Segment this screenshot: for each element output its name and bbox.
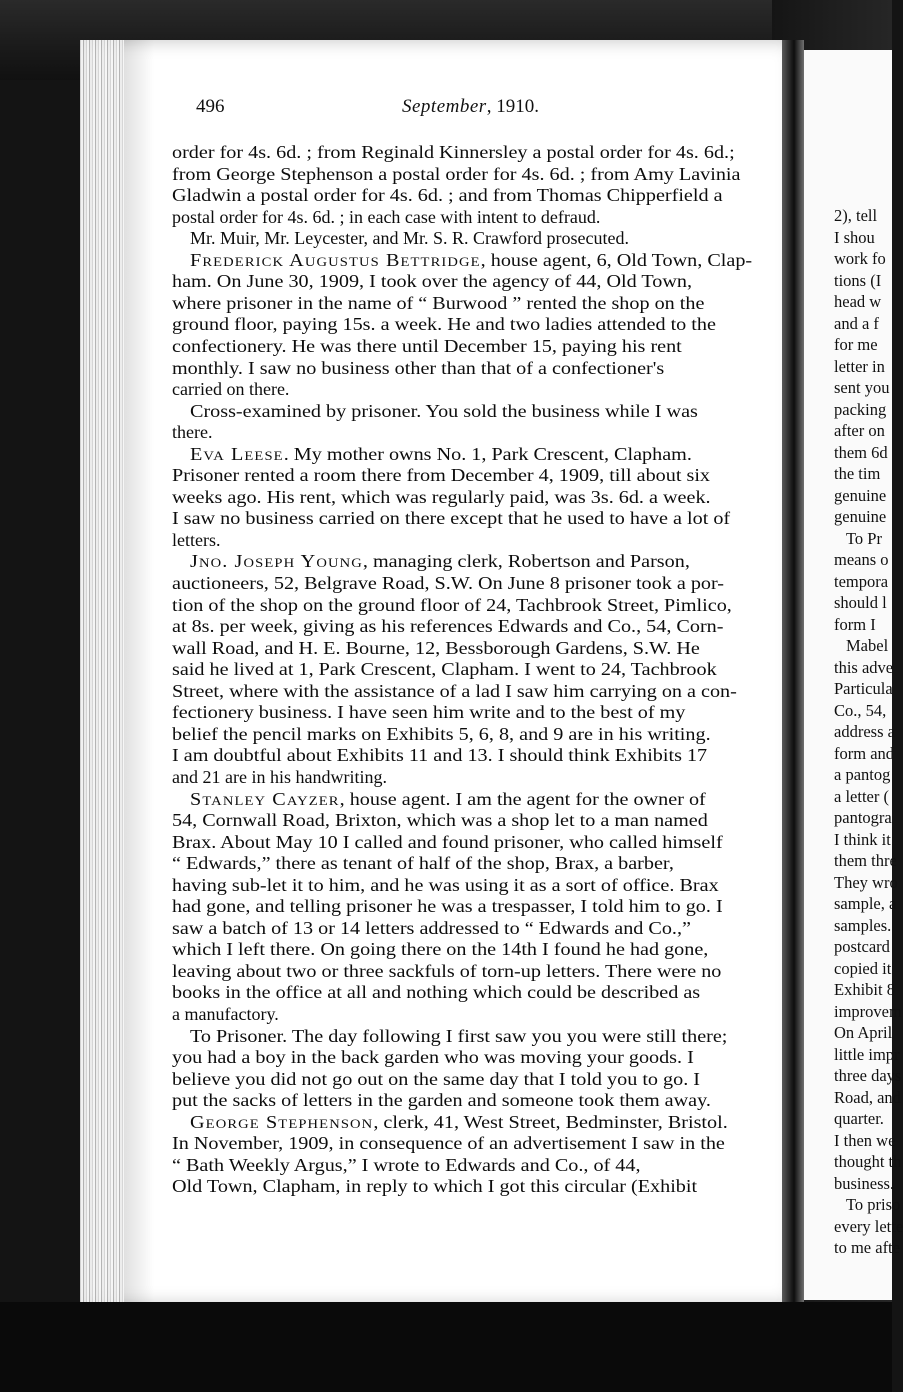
- text-line: [172, 1070, 700, 1088]
- line-text: belief the pencil marks on Exhibits 5, 6, 8, and 9 are in his writing.: [172, 723, 711, 744]
- text-line: [172, 940, 708, 958]
- text-line: [172, 315, 716, 333]
- line-text: said he lived at 1, Park Crescent, Clapham. I went to 24, Tachbrook: [172, 659, 717, 680]
- line-text: letters.: [172, 529, 221, 550]
- line-text: I saw no business carried on there except that he used to have a lot of: [172, 508, 731, 529]
- text-line: [190, 251, 752, 269]
- text-line: [172, 768, 387, 786]
- running-head: [0, 96, 892, 122]
- line-text: fectionery business. I have seen him write and to the best of my: [172, 702, 686, 723]
- text-line: [190, 402, 698, 420]
- text-line: [172, 272, 692, 290]
- right-page-line: genuine: [834, 507, 887, 526]
- right-page-partial: [796, 50, 903, 1300]
- witness-name: Frederick Augustus Bettridge: [190, 249, 481, 270]
- right-page-line: To Pr: [846, 528, 882, 548]
- page-edge-lines: [80, 40, 124, 1305]
- line-text: auctioneers, 52, Belgrave Road, S.W. On June 8 prisoner took a por-: [172, 573, 725, 593]
- running-title-month: September: [402, 96, 487, 117]
- right-page-line: samples.: [834, 915, 892, 935]
- line-text: believe you did not go out on the same day that I told you to go. I: [172, 1068, 700, 1089]
- line-text: saw a batch of 13 or 14 letters addressed to “ Edwards and Co.,”: [172, 917, 691, 938]
- text-line: [172, 423, 212, 441]
- line-text: books in the office at all and nothing which could be described as: [172, 982, 701, 1003]
- right-page-line: I then we: [834, 1130, 896, 1150]
- line-text: “ Edwards,” there as tenant of half of the shop, Brax, a barber,: [172, 853, 674, 874]
- right-page-line: should l: [834, 593, 887, 612]
- text-line: [172, 660, 717, 678]
- text-line: [172, 531, 220, 549]
- line-text: you had a boy in the back garden who was moving your goods. I: [172, 1047, 694, 1068]
- right-page-line: them thre: [834, 851, 897, 870]
- line-text: there.: [172, 422, 213, 443]
- line-text: In November, 1909, in consequence of an advertisement I saw in the: [172, 1133, 725, 1154]
- text-line: [172, 359, 664, 377]
- right-page-line: tempora: [834, 571, 889, 591]
- right-page-line: business.: [834, 1173, 895, 1193]
- text-line: [172, 919, 691, 937]
- witness-name: George Stephenson: [190, 1111, 374, 1132]
- text-line: [172, 509, 730, 527]
- right-page-line: the tim: [834, 464, 881, 483]
- right-page-line: On April: [834, 1023, 893, 1042]
- text-line: [172, 617, 723, 635]
- text-line: [190, 1027, 727, 1045]
- right-page-line: Co., 54,: [834, 700, 887, 720]
- book-gutter: [782, 40, 804, 1305]
- line-text: confectionery. He was there until December 15, paying his rent: [172, 335, 682, 356]
- running-title-year: , 1910.: [486, 96, 539, 117]
- text-line: [172, 1134, 725, 1152]
- text-line: [172, 703, 685, 721]
- line-text: , house agent. I am the agent for the owner of: [339, 788, 706, 809]
- text-line: [172, 682, 737, 700]
- text-line: [172, 1091, 711, 1109]
- right-page-line: means o: [834, 550, 889, 569]
- line-text: Cross-examined by prisoner. You sold the business while I was: [190, 400, 698, 421]
- line-text: ham. On June 30, 1909, I took over the agency of 44, Old Town,: [172, 271, 693, 292]
- text-line: [172, 1048, 694, 1066]
- right-page-line: letter in: [834, 356, 885, 376]
- line-text: tion of the shop on the ground floor of 24, Tachbrook Street, Pimlico,: [172, 594, 732, 615]
- text-line: [172, 854, 674, 872]
- line-text: “ Bath Weekly Argus,” I wrote to Edwards and Co., of 44,: [172, 1154, 641, 1175]
- line-text: Old Town, Clapham, in reply to which I got this circular (Exhibit: [172, 1176, 698, 1197]
- text-line: [172, 1156, 641, 1174]
- text-line: [172, 876, 719, 894]
- line-text: Street, where with the assistance of a lad I saw him carrying on a con-: [172, 680, 737, 701]
- right-page-line: copied it: [834, 958, 892, 978]
- right-page-line: I shou: [834, 227, 875, 247]
- line-text: 54, Cornwall Road, Brixton, which was a shop let to a man named: [172, 810, 708, 831]
- line-text: I am doubtful about Exhibits 11 and 13. I should think Exhibits 17: [172, 745, 708, 766]
- scan-background-bottom: [0, 1302, 892, 1392]
- text-line: [172, 639, 700, 657]
- line-text: weeks ago. His rent, which was regularly paid, was 3s. 6d. a week.: [172, 486, 711, 507]
- right-page-line: three days: [834, 1066, 902, 1085]
- text-line: [172, 208, 600, 226]
- witness-name: Stanley Cayzer: [190, 788, 340, 809]
- text-line: [172, 1177, 697, 1195]
- right-page-line: thought th: [834, 1152, 902, 1171]
- text-line: [172, 746, 707, 764]
- line-text: monthly. I saw no business other than that of a confectioner's: [172, 357, 665, 378]
- right-page-line: little impr: [834, 1044, 900, 1064]
- right-page-line: form and: [834, 743, 895, 763]
- line-text: , managing clerk, Robertson and Parson,: [362, 551, 690, 572]
- right-page-line: every lette: [834, 1216, 903, 1236]
- text-line: [172, 725, 711, 743]
- line-text: put the sacks of letters in the garden and someone took them away.: [172, 1090, 711, 1111]
- right-page-line: genuine: [834, 485, 887, 505]
- text-line: [190, 229, 629, 247]
- right-page-line: and a f: [834, 313, 879, 333]
- text-line: [172, 596, 732, 614]
- text-line: [172, 143, 735, 161]
- line-text: Prisoner rented a room there from December 4, 1909, till about six: [172, 465, 711, 486]
- right-page-line: sent you: [834, 378, 890, 397]
- right-page-line: They wro: [834, 872, 898, 892]
- text-line: [172, 380, 289, 398]
- line-text: had gone, and telling prisoner he was a trespasser, I told him to go. I: [172, 896, 723, 917]
- right-page-line: work fo: [834, 249, 886, 268]
- text-line: [172, 165, 740, 183]
- text-line: [172, 833, 723, 851]
- line-text: , house agent, 6, Old Town, Clap-: [480, 249, 753, 270]
- right-page-line: sample, a: [834, 894, 897, 913]
- running-title: [402, 96, 539, 118]
- line-text: postal order for 4s. 6d. ; in each case with intent to defraud.: [172, 206, 601, 227]
- line-text: carried on there.: [172, 379, 290, 400]
- witness-name: Eva Leese: [190, 443, 284, 464]
- right-page-line: to me afte: [834, 1238, 900, 1257]
- line-text: Brax. About May 10 I called and found prisoner, who called himself: [172, 831, 723, 852]
- line-text: a manufactory.: [172, 1004, 279, 1024]
- line-text: ground floor, paying 15s. a week. He and two ladies attended to the: [172, 314, 716, 335]
- right-page-line: 2), tell: [834, 206, 878, 225]
- line-text: at 8s. per week, giving as his references Edwards and Co., 54, Corn-: [172, 616, 724, 637]
- text-line: [190, 790, 706, 808]
- text-line: [172, 1005, 279, 1023]
- line-text: order for 4s. 6d. ; from Reginald Kinnersley a postal order for 4s. 6d.;: [172, 142, 735, 162]
- page-number: 496: [196, 96, 225, 117]
- text-line: [172, 294, 704, 312]
- right-page-line: Exhibit 8: [834, 980, 895, 999]
- right-page-line: Particula: [834, 679, 893, 698]
- text-line: [172, 574, 724, 592]
- right-page-line: them 6d: [834, 442, 888, 462]
- text-line: [172, 337, 682, 355]
- line-text: from George Stephenson a postal order for 4s. 6d. ; from Amy Lavinia: [172, 163, 741, 184]
- line-text: having sub-let it to him, and he was using it as a sort of office. Brax: [172, 874, 719, 895]
- right-page-line: improvem: [834, 1001, 902, 1021]
- text-line: [172, 897, 723, 915]
- line-text: , clerk, 41, West Street, Bedminster, Bristol.: [373, 1111, 728, 1132]
- line-text: where prisoner in the name of “ Burwood ” rented the shop on the: [172, 292, 705, 313]
- line-text: wall Road, and H. E. Bourne, 12, Bessborough Gardens, S.W. He: [172, 637, 700, 658]
- right-page-line: Mabel: [846, 636, 889, 655]
- right-page-line: for me: [834, 335, 878, 354]
- right-page-line: packing: [834, 399, 887, 419]
- right-page-line: Road, and: [834, 1087, 901, 1107]
- text-line: [172, 186, 723, 204]
- line-text: Mr. Muir, Mr. Leycester, and Mr. S. R. Crawford prosecuted.: [190, 228, 629, 249]
- right-page-line: after on: [834, 421, 885, 440]
- text-line: [190, 1113, 728, 1131]
- right-page-line: postcard: [834, 937, 890, 956]
- line-text: To Prisoner. The day following I first saw you you were still there;: [190, 1025, 728, 1046]
- text-line: [172, 466, 710, 484]
- text-line: [172, 983, 700, 1001]
- right-page-line: pantogra: [834, 808, 892, 827]
- right-page-line: form I: [834, 614, 876, 634]
- right-page-line: this adve: [834, 657, 894, 677]
- line-text: and 21 are in his handwriting.: [172, 766, 387, 787]
- right-page-line: To priso: [846, 1195, 901, 1214]
- text-line: [172, 811, 708, 829]
- witness-name: Jno. Joseph Young: [190, 551, 363, 572]
- right-page-line: tions (I: [834, 270, 882, 290]
- right-page-line: I think it: [834, 829, 891, 849]
- text-line: [172, 962, 721, 980]
- line-text: Gladwin a postal order for 4s. 6d. ; and from Thomas Chipperfield a: [172, 185, 723, 206]
- spine-shadow: [124, 40, 154, 1305]
- text-line: [190, 552, 690, 570]
- right-page-line: a pantog: [834, 765, 891, 784]
- right-page-line: address a: [834, 722, 895, 741]
- line-text: leaving about two or three sackfuls of torn-up letters. There were no: [172, 960, 722, 981]
- line-text: which I left there. On going there on the 14th I found he had gone,: [172, 939, 709, 960]
- right-page-line: a letter (: [834, 786, 889, 806]
- text-line: [172, 488, 711, 506]
- line-text: . My mother owns No. 1, Park Crescent, Clapham.: [283, 443, 692, 464]
- right-page-line: head w: [834, 292, 882, 311]
- right-page-line: quarter.: [834, 1109, 884, 1128]
- text-line: [190, 445, 692, 463]
